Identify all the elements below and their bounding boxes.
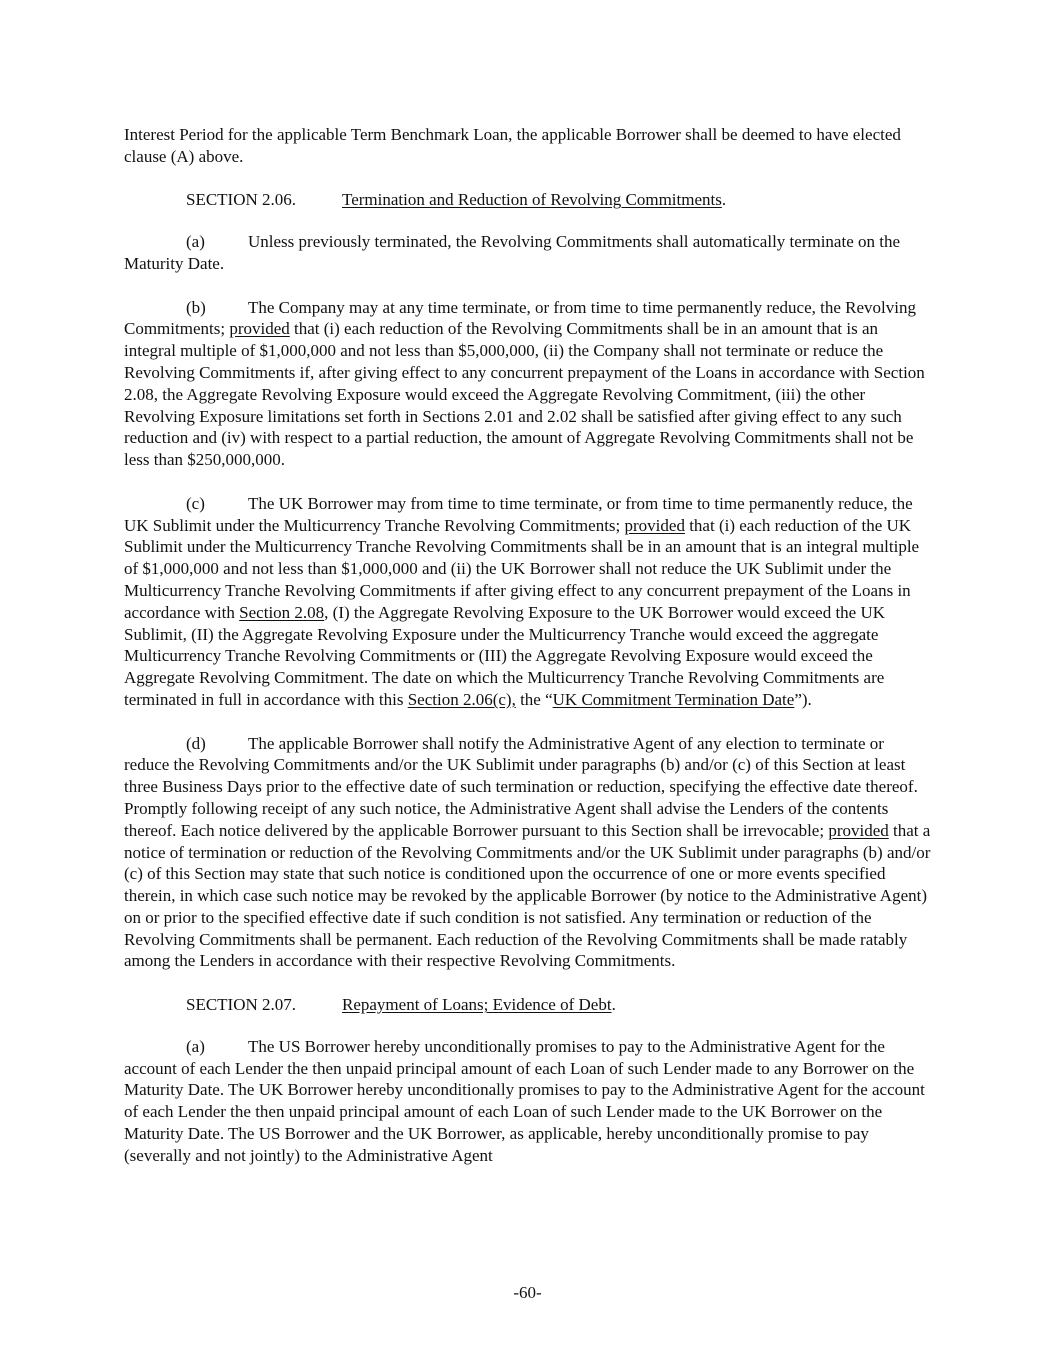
paragraph-2-07-a: (a) The US Borrower hereby unconditionally promises to pay to the Administrative Agent for the account of each Lender the then unpaid principal amount of each Loan of such Lender made to any Borrower on the Maturity Date. The UK Borrower hereby unconditionally promises to pay to the Administrative Agent for the account of each Lender the then unpaid principal amount of each Loan of such Lender made to the UK Borrower on the Maturity Date. The US Borrower and the UK Borrower, as applicable, hereby unconditionally promise to pay (severally and not jointly) to the Administrative Agent [124, 1036, 925, 1165]
paragraph-2-06-b: (b) The Company may at any time terminate, or from time to time permanently reduce, the Revolving Commitments; provided that (i) each reduction of the Revolving Commitments shall be in an amount that is an integral multiple of $1,000,000 and not less than $5,000,000, (ii) the Company shall not terminate or reduce the Revolving Commitments if, after giving effect to any concurrent prepayment of the Loans in accordance with Section 2.08, the Aggregate Revolving Exposure would exceed the Aggregate Revolving Commitment, (iii) the other Revolving Exposure limitations set forth in Sections 2.01 and 2.02 shall be satisfied after giving effect to any such reduction and (iv) with respect to a partial reduction, the amount of Aggregate Revolving Commitments shall not be less than $250,000,000. [124, 297, 925, 470]
provided-term: provided [828, 820, 889, 840]
continuation-paragraph: Interest Period for the applicable Term Benchmark Loan, the applicable Borrower shall be deemed to have elected clause (A) above. [124, 125, 901, 166]
defined-term: UK Commitment Termination Date [552, 689, 795, 709]
clause-label: (a) [186, 1036, 205, 1056]
paragraph-2-06-a: (a) Unless previously terminated, the Revolving Commitments shall automatically terminate on the Maturity Date. [124, 232, 901, 273]
clause-label: (d) [186, 733, 206, 753]
provided-term: provided [624, 515, 685, 535]
document-page [124, 124, 932, 1188]
provided-term: provided [229, 319, 290, 339]
clause-label: (b) [186, 297, 206, 317]
section-2-06-heading: SECTION 2.06. Termination and Reduction of Revolving Commitments. [186, 190, 727, 210]
page-number: -60- [513, 1283, 542, 1302]
section-reference: Section 2.08 [239, 602, 325, 622]
paragraph-2-06-d: (d) The applicable Borrower shall notify the Administrative Agent of any election to terminate or reduce the Revolving Commitments and/or the UK Sublimit under paragraphs (b) and/or (c) of this Section at least three Business Days prior to the effective date of such termination or reduction, specifying the effective date thereof. Promptly following receipt of any such notice, the Administrative Agent shall advise the Lenders of the contents thereof. Each notice delivered by the applicable Borrower pursuant to this Section shall be irrevocable; provided that a notice of termination or reduction of the Revolving Commitments and/or the UK Sublimit under paragraphs (b) and/or (c) of this Section may state that such notice is conditioned upon the occurrence of one or more events specified therein, in which case such notice may be revoked by the applicable Borrower (by notice to the Administrative Agent) on or prior to the specified effective date if such condition is not satisfied. Any termination or reduction of the Revolving Commitments shall be permanent. Each reduction of the Revolving Commitments shall be made ratably among the Lenders in accordance with their respective Revolving Commitments. [124, 733, 931, 971]
section-2-07-heading: SECTION 2.07. Repayment of Loans; Evidence of Debt. [186, 995, 616, 1015]
section-number: SECTION 2.06. [186, 190, 297, 210]
clause-label: (a) [186, 232, 205, 252]
section-title: Termination and Reduction of Revolving Commitments [342, 190, 722, 210]
paragraph-2-06-c: (c) The UK Borrower may from time to time terminate, or from time to time permanently reduce, the UK Sublimit under the Multicurrency Tranche Revolving Commitments; provided that (i) each reduction of the UK Sublimit under the Multicurrency Tranche Revolving Commitments shall be in an amount that is an integral multiple of $1,000,000 and not less than $1,000,000 and (ii) the UK Borrower shall not reduce the UK Sublimit under the Multicurrency Tranche Revolving Commitments if after giving effect to any concurrent prepayment of the Loans in accordance with Section 2.08, (I) the Aggregate Revolving Exposure to the UK Borrower would exceed the UK Sublimit, (II) the Aggregate Revolving Exposure under the Multicurrency Tranche would exceed the aggregate Multicurrency Tranche Revolving Commitments or (III) the Aggregate Revolving Exposure would exceed the Aggregate Revolving Commitment. The date on which the Multicurrency Tranche Revolving Commitments are terminated in full in accordance with this Section 2.06(c), the “UK Commitment Termination Date”). [124, 493, 920, 709]
section-number: SECTION 2.07. [186, 995, 297, 1015]
section-reference: Section 2.06(c), [407, 689, 516, 709]
section-title: Repayment of Loans; Evidence of Debt [342, 995, 612, 1015]
clause-label: (c) [186, 493, 205, 513]
